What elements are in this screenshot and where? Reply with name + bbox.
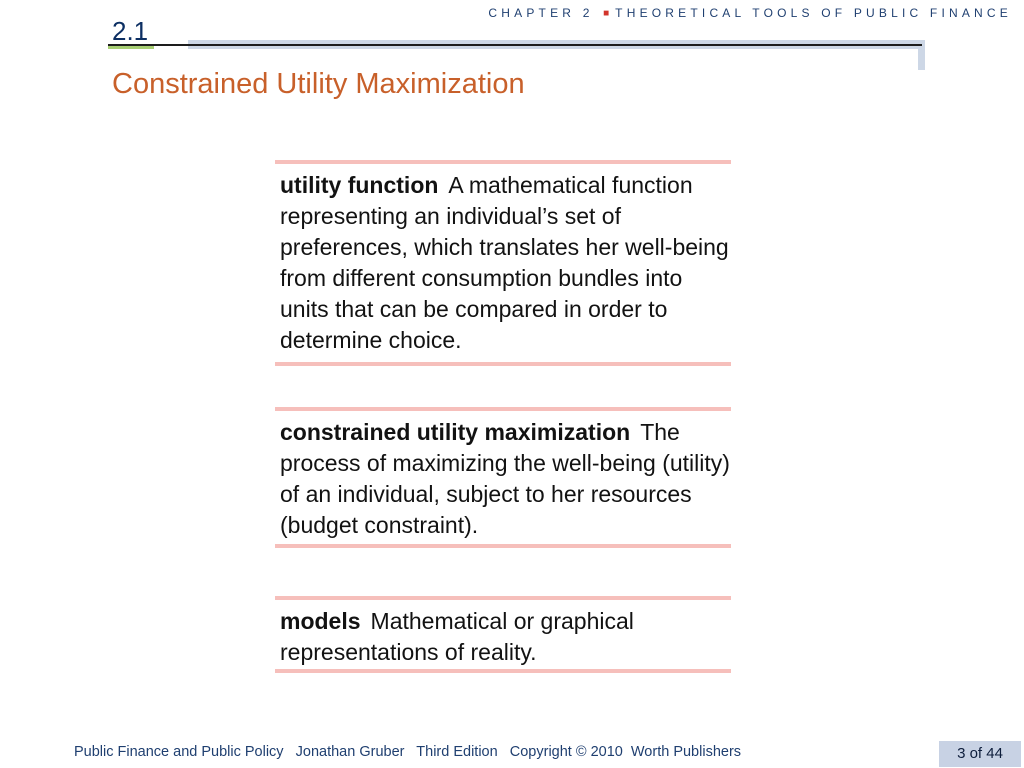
chapter-title: THEORETICAL TOOLS OF PUBLIC FINANCE [615, 6, 1012, 20]
header-rule [108, 44, 922, 46]
section-number: 2.1 [112, 16, 149, 46]
definition-term: models [280, 608, 361, 634]
definition-box-models [275, 596, 731, 673]
page-number-badge: 3 of 44 [939, 741, 1021, 767]
definition-term: constrained utility maximization [280, 419, 631, 445]
separator-icon: ■ [603, 8, 610, 19]
definition-box-constrained-utility-maximization [275, 407, 731, 548]
chapter-header [488, 6, 1012, 20]
definition-text: A mathematical function representing an individual’s set of preferences, which translates her well-being from different consumption bundles into units that can be compared in order to determine choice. [280, 172, 729, 353]
footer-citation: Public Finance and Public Policy Jonathan Gruber Third Edition Copyright © 2010 Worth Publishers [74, 744, 742, 760]
definition-text: Mathematical or graphical representations of reality. [280, 608, 634, 665]
slide-title: Constrained Utility Maximization [112, 68, 525, 100]
chapter-label: CHAPTER 2 [488, 6, 594, 20]
definition-text: The process of maximizing the well-being (utility) of an individual, subject to her resources (budget constraint). [280, 419, 730, 538]
definition-term: utility function [280, 172, 439, 198]
definition-box-utility-function [275, 160, 731, 366]
